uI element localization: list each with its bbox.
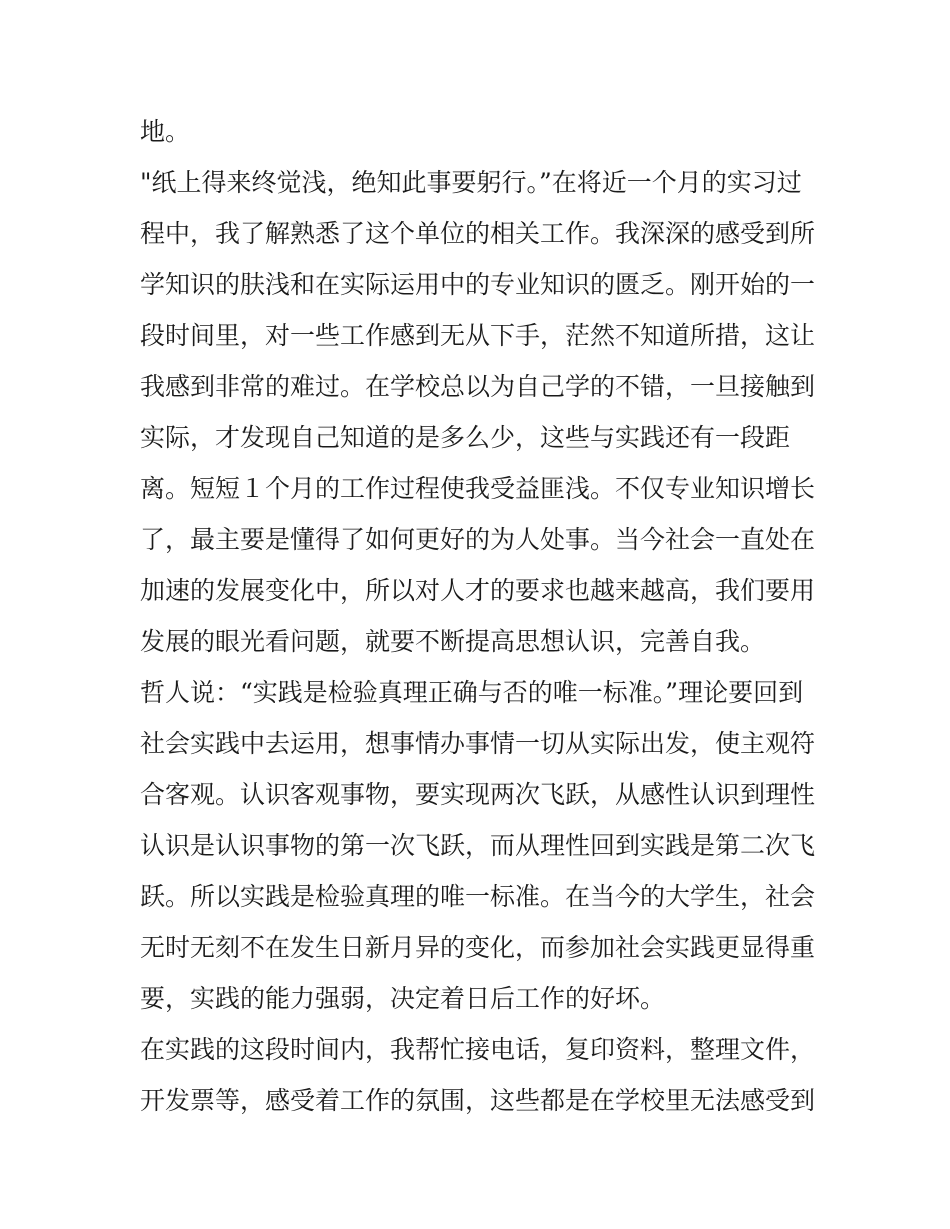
text-line: 认识是认识事物的第一次飞跃，而从理性回到实践是第二次飞 (140, 831, 816, 860)
text-line: 地。 (140, 117, 191, 146)
text-line: 社会实践中去运用，想事情办事情一切从实际出发，使主观符 (140, 729, 816, 758)
text-line: 了，最主要是懂得了如何更好的为人处事。当今社会一直处在 (140, 525, 816, 554)
text-line: 跃。所以实践是检验真理的唯一标准。在当今的大学生，社会 (140, 882, 816, 911)
text-line: 程中，我了解熟悉了这个单位的相关工作。我深深的感受到所 (140, 219, 816, 248)
text-line: 合客观。认识客观事物，要实现两次飞跃，从感性认识到理性 (140, 780, 816, 809)
text-line: 段时间里，对一些工作感到无从下手，茫然不知道所措，这让 (140, 321, 816, 350)
text-line: 我感到非常的难过。在学校总以为自己学的不错，一旦接触到 (140, 372, 816, 401)
text-line: 哲人说：“实践是检验真理正确与否的唯一标准。”理论要回到 (140, 678, 804, 707)
text-line: 要，实践的能力强弱，决定着日后工作的好坏。 (140, 984, 666, 1013)
text-line: 加速的发展变化中，所以对人才的要求也越来越高，我们要用 (140, 576, 816, 605)
text-line: 离。短短１个月的工作过程使我受益匪浅。不仅专业知识增长 (140, 474, 816, 503)
text-line: 实际，才发现自己知道的是多么少，这些与实践还有一段距 (140, 423, 791, 452)
text-line: 发展的眼光看问题，就要不断提高思想认识，完善自我。 (140, 627, 766, 656)
text-line: 在实践的这段时间内，我帮忙接电话，复印资料，整理文件， (140, 1035, 816, 1064)
text-line: "纸上得来终觉浅，绝知此事要躬行。”在将近一个月的实习过 (140, 168, 802, 197)
text-line: 无时无刻不在发生日新月异的变化，而参加社会实践更显得重 (140, 933, 816, 962)
text-line: 学知识的肤浅和在实际运用中的专业知识的匮乏。刚开始的一 (140, 270, 816, 299)
body-text (140, 106, 815, 1126)
text-line: 开发票等，感受着工作的氛围，这些都是在学校里无法感受到 (140, 1086, 816, 1115)
